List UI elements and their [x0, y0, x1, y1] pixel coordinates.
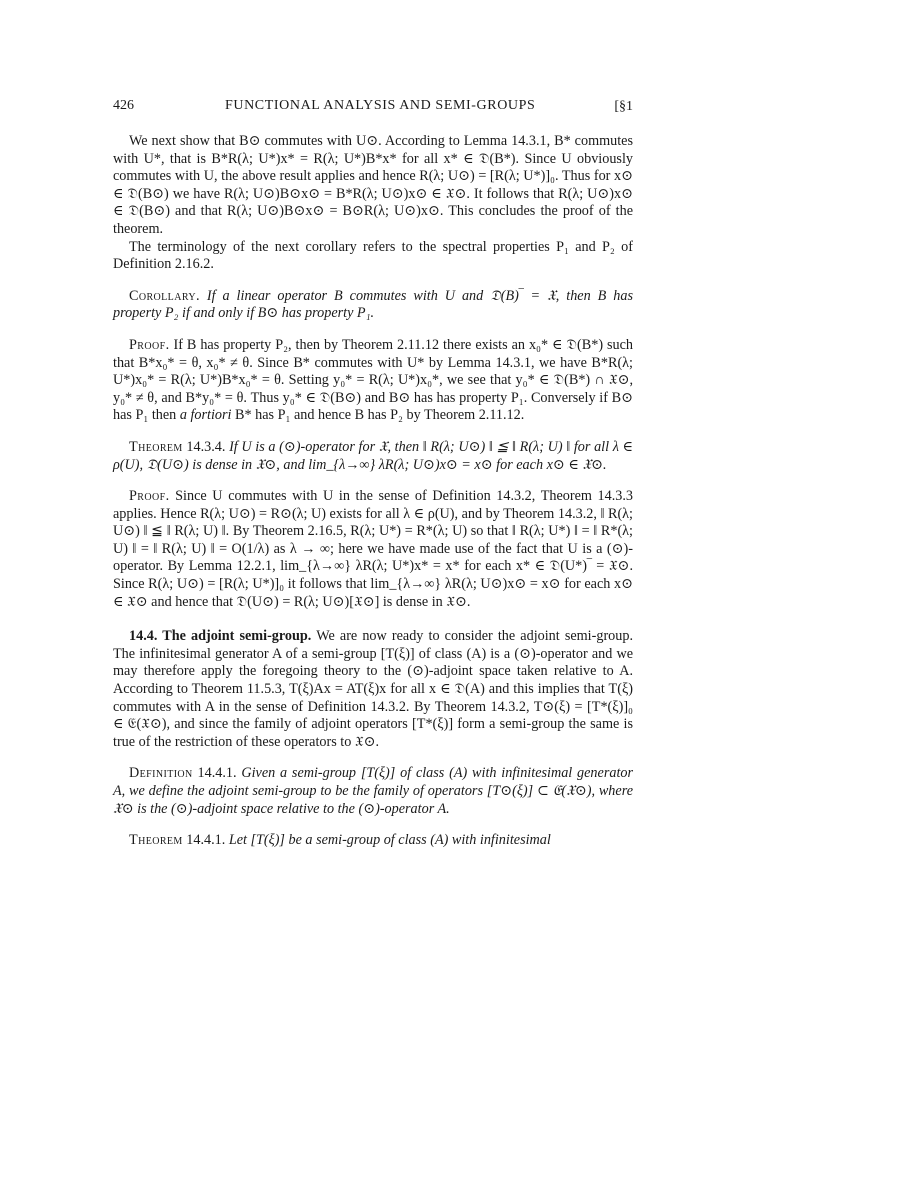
- proof-corollary: [113, 337, 633, 425]
- page-header: [113, 98, 633, 122]
- section-marker: [§1: [614, 99, 633, 114]
- theorem-label: Theorem: [129, 832, 183, 849]
- corollary-label: Corollary.: [129, 287, 200, 304]
- proof-label: Proof.: [129, 336, 170, 353]
- theorem-number: 14.3.4.: [186, 438, 226, 455]
- theorem-statement: Let [T(ξ)] be a semi-group of class (A) with infinitesimal: [228, 832, 551, 849]
- section-heading: 14.4. The adjoint semi-group.: [129, 628, 312, 645]
- proof-label: Proof.: [129, 488, 170, 505]
- corollary-statement: If a linear operator B commutes with U and 𝔇(B)‾ = 𝔛, then B has property P₂ if and only if B⊙ has property P₁.: [113, 287, 633, 322]
- theorem-14-3-4: [113, 439, 633, 474]
- section-text: We are now ready to consider the adjoint semi-group. The infinitesimal generator A of a semi-group [T(ξ)] of class (A) is a (⊙)-operator and we may therefore apply the foregoing theory to the (⊙)-adjoint space taken relative to A. According to Theorem 11.5.3, T(ξ)Ax = AT(ξ)x for all x ∈ 𝔇(A) and this implies that T(ξ) commutes with A in the sense of Definition 14.3.2. By Theorem 14.3.2, T⊙(ξ) = [T*(ξ)]₀ ∈ 𝔈(𝔛⊙), and since the family of adjoint operators [T*(ξ)] form a semi-group the same is true of the restriction of these operators to 𝔛⊙.: [113, 628, 633, 750]
- theorem-statement: If U is a (⊙)-operator for 𝔛, then ‖ R(λ; U⊙) ‖ ≦ ‖ R(λ; U) ‖ for all λ ∈ ρ(U), 𝔇(U⊙) is dense in 𝔛⊙, and lim_{λ→∞} λR(λ; U⊙)x⊙ = x⊙ for each x⊙ ∈ 𝔛⊙.: [113, 438, 634, 473]
- theorem-label: Theorem: [129, 438, 183, 455]
- definition-14-4-1: [113, 765, 633, 818]
- running-title: FUNCTIONAL ANALYSIS AND SEMI-GROUPS: [225, 98, 536, 113]
- corollary: [113, 288, 633, 323]
- proof-text-end: B* has P₁ and hence B has P₂ by Theorem 2.11.12.: [231, 407, 525, 424]
- proof-theorem-14-3-4: [113, 488, 633, 611]
- section-14-4: [113, 628, 633, 751]
- theorem-number: 14.4.1.: [186, 832, 226, 849]
- page-body: [113, 133, 633, 850]
- proof-text: Since U commutes with U in the sense of Definition 14.3.2, Theorem 14.3.3 applies. Hence R(λ; U⊙) = R⊙(λ; U) exists for all λ ∈ ρ(U), and by Theorem 14.3.2, ‖ R(λ; U⊙) ‖ ≦ ‖ R(λ; U) ‖. By Theorem 2.16.5, R(λ; U*) = R*(λ; U) so that ‖ R(λ; U*) ‖ = ‖ R*(λ; U) ‖ = ‖ R(λ; U) ‖ = O(1/λ) as λ → ∞; here we have made use of the fact that U is a (⊙)-operator. By Lemma 12.2.1, lim_{λ→∞} λR(λ; U*)x* = x* for each x* ∈ 𝔇(U*)‾ = 𝔛⊙. Since R(λ; U⊙) = [R(λ; U*)]₀ it follows that lim_{λ→∞} λR(λ; U⊙)x⊙ = x⊙ for each x⊙ ∈ 𝔛⊙ and hence that 𝔇(U⊙) = R(λ; U⊙)[𝔛⊙] is dense in 𝔛⊙.: [113, 488, 634, 610]
- definition-label: Definition: [129, 765, 193, 782]
- theorem-14-4-1: [113, 832, 633, 850]
- definition-number: 14.4.1.: [197, 765, 237, 782]
- proof-text: If B has property P₂, then by Theorem 2.11.12 there exists an x₀* ∈ 𝔇(B*) such that B*x₀* = θ, x₀* ≠ θ. Since B* commutes with U* by Lemma 14.3.1, we have B*R(λ; U*)x₀* = R(λ; U*)B*x₀* = θ. Setting y₀* = R(λ; U*)x₀*, we see that y₀* ∈ 𝔇(B*) ∩ 𝔛⊙, y₀* ≠ θ, and B*y₀* = θ. Thus y₀* ∈ 𝔇(B⊙) and B⊙ has has property P₁. Conversely if B⊙ has P₁ then: [113, 336, 634, 424]
- paragraph-proof-conclusion: We next show that B⊙ commutes with U⊙. According to Lemma 14.3.1, B* commutes with U*, that is B*R(λ; U*)x* = R(λ; U*)B*x* for all x* ∈ 𝔇(B*). Since U obviously commutes with U, the above result applies and hence R(λ; U⊙) = [R(λ; U*)]₀. Thus for x⊙ ∈ 𝔇(B⊙) we have R(λ; U⊙)B⊙x⊙ = B*R(λ; U⊙)x⊙ ∈ 𝔛⊙. It follows that R(λ; U⊙)x⊙ ∈ 𝔇(B⊙) and that R(λ; U⊙)B⊙x⊙ = B⊙R(λ; U⊙)x⊙. This concludes the proof of the theorem.: [113, 133, 633, 237]
- definition-statement: Given a semi-group [T(ξ)] of class (A) with infinitesimal generator A, we define the adjoint semi-group to be the family of operators [T⊙(ξ)] ⊂ 𝔈(𝔛⊙), where 𝔛⊙ is the (⊙)-adjoint space relative to the (⊙)-operator A.: [113, 765, 633, 817]
- page-number: 426: [113, 98, 134, 113]
- proof-emphasis: a fortiori: [179, 407, 232, 424]
- paragraph-terminology: The terminology of the next corollary refers to the spectral properties P₁ and P₂ of Definition 2.16.2.: [113, 238, 633, 273]
